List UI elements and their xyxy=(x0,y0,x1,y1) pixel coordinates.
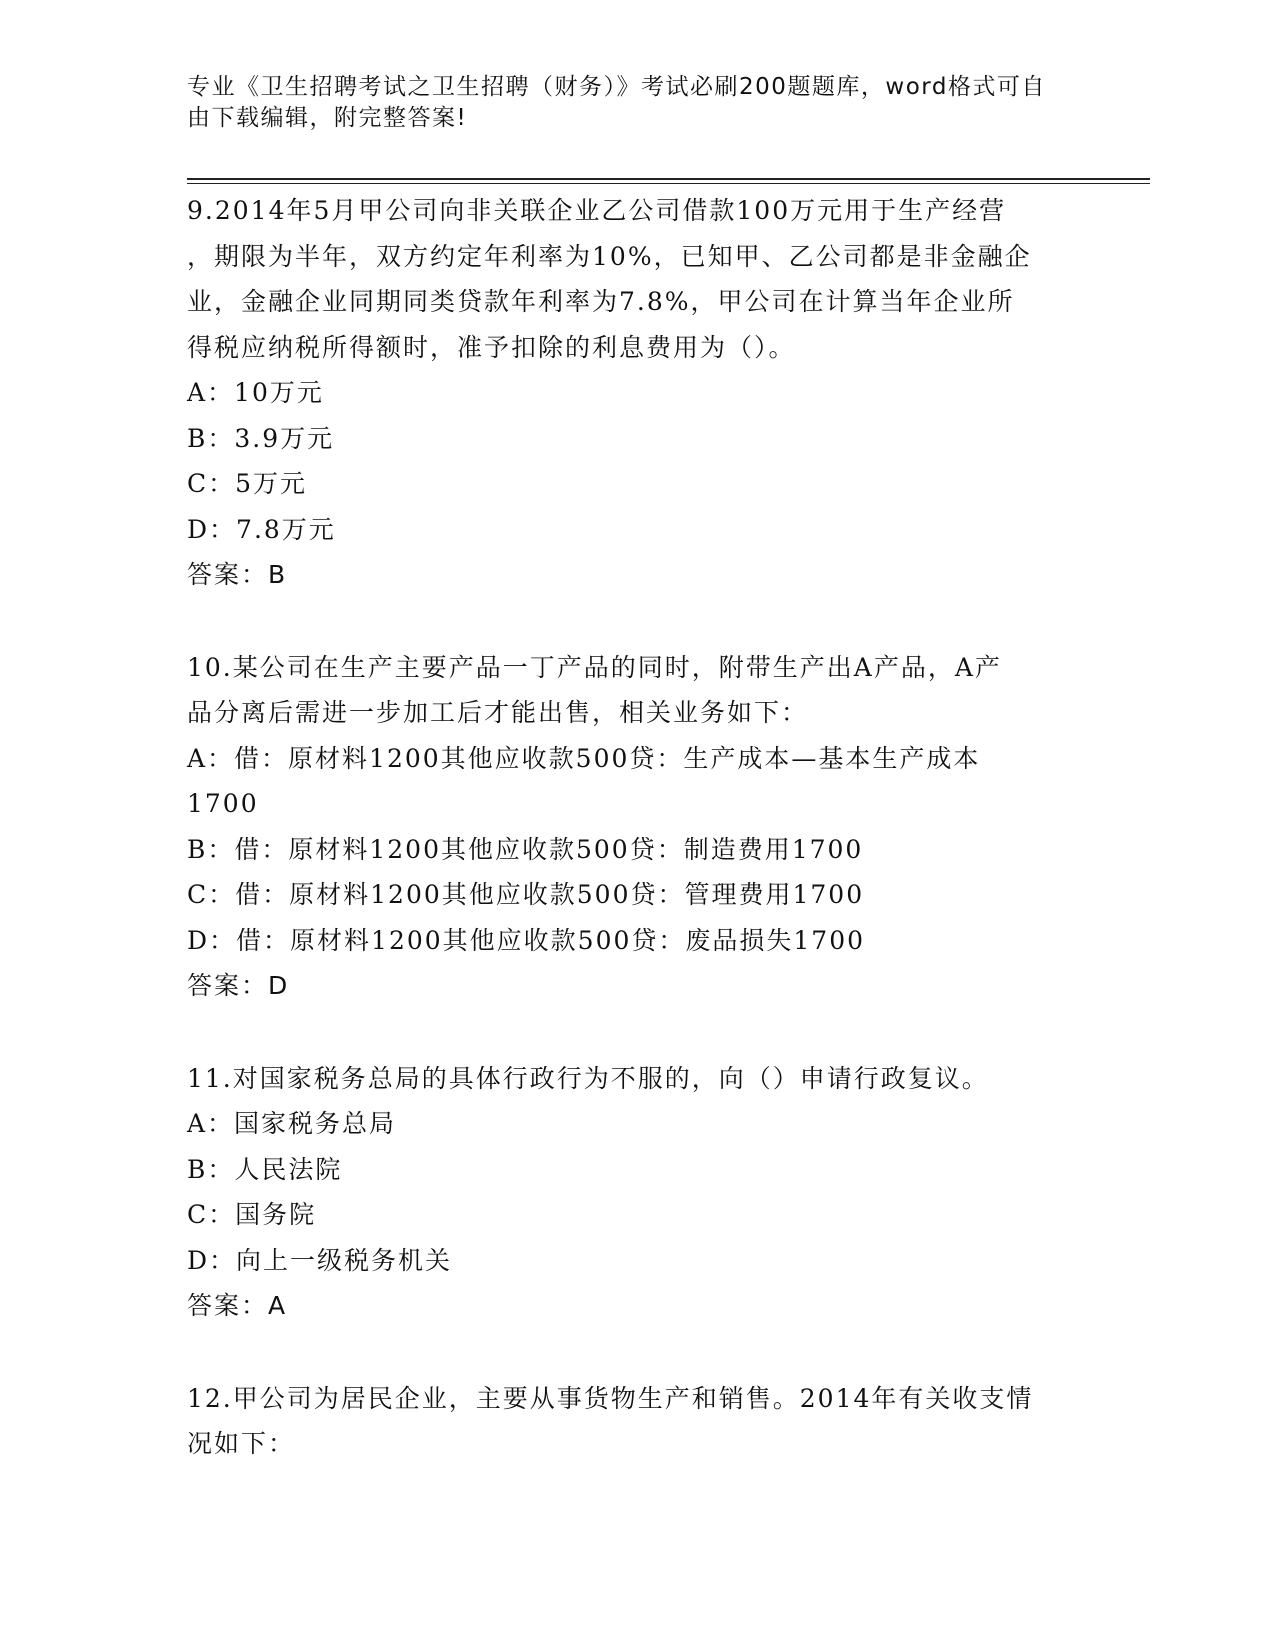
answer-label: 答案：B xyxy=(187,560,288,589)
header-line-1: 专业《卫生招聘考试之卫生招聘（财务）》考试必刷200题题库，word格式可自 xyxy=(187,74,1046,100)
question-text-line: 9.2014年5月甲公司向非关联企业乙公司借款100万元用于生产经营 xyxy=(187,196,1007,225)
answer-label: 答案：A xyxy=(187,1291,288,1320)
question-12 xyxy=(187,1376,1087,1467)
question-11 xyxy=(187,1056,1087,1329)
question-text-line: 况如下： xyxy=(187,1429,296,1458)
option-b: B：借：原材料1200其他应收款500贷：制造费用1700 xyxy=(187,834,864,864)
question-text-line: 得税应纳税所得额时，准予扣除的利息费用为（）。 xyxy=(187,332,796,362)
option-a: A：借：原材料1200其他应收款500贷：生产成本—基本生产成本 xyxy=(187,743,981,773)
option-b: B：人民法院 xyxy=(187,1154,343,1184)
answer-label: 答案：D xyxy=(187,971,290,1000)
question-text-line: 业，金融企业同期同类贷款年利率为7.8%，甲公司在计算当年企业所 xyxy=(187,287,1015,316)
option-c: C：借：原材料1200其他应收款500贷：管理费用1700 xyxy=(187,880,865,909)
header-line-2: 由下载编辑，附完整答案! xyxy=(187,105,468,131)
header-divider-thin xyxy=(187,183,1150,184)
option-d: D：向上一级税务机关 xyxy=(187,1245,453,1275)
question-text-line: 10.某公司在生产主要产品一丁产品的同时，附带生产出A产品，A产 xyxy=(187,652,1002,682)
question-list xyxy=(187,188,1087,1467)
question-text-line: 12.甲公司为居民企业，主要从事货物生产和销售。2014年有关收支情 xyxy=(187,1383,1034,1413)
option-a: A：10万元 xyxy=(187,378,324,407)
option-d: D：借：原材料1200其他应收款500贷：废品损失1700 xyxy=(187,925,866,955)
document-header xyxy=(187,72,1067,134)
question-text-line: 11.对国家税务总局的具体行政行为不服的，向（）申请行政复议。 xyxy=(187,1063,989,1093)
question-10 xyxy=(187,645,1087,1009)
question-text-line: 品分离后需进一步加工后才能出售，相关业务如下： xyxy=(187,698,809,727)
option-b: B：3.9万元 xyxy=(187,423,335,453)
option-a-continued: 1700 xyxy=(187,789,259,818)
question-text-line: ，期限为半年，双方约定年利率为10%，已知甲、乙公司都是非金融企 xyxy=(187,241,1032,271)
option-c: C：国务院 xyxy=(187,1200,317,1229)
header-divider-thick xyxy=(187,178,1150,180)
option-d: D：7.8万元 xyxy=(187,514,336,544)
option-c: C：5万元 xyxy=(187,469,308,498)
question-9 xyxy=(187,188,1087,598)
option-a: A：国家税务总局 xyxy=(187,1109,397,1138)
